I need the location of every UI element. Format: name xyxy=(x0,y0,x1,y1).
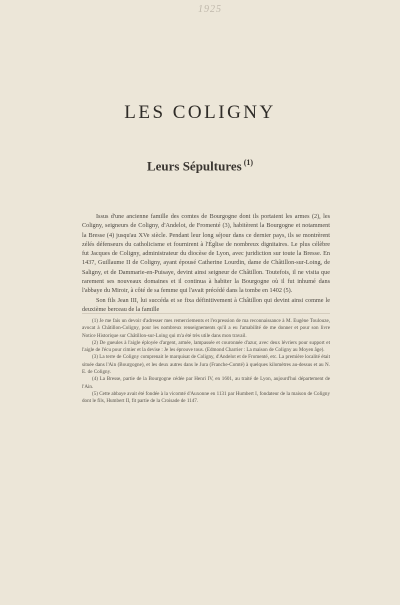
subtitle-text: Leurs Sépultures xyxy=(146,158,242,174)
footnote: (3) La terre de Coligny comprenait le marquisat de Coligny, d'Andelot et de Fromenté, etc. La première localité était située dans l'Ain (Bourgogne), et les deux autres dans le Jura (Franche-Comté) à quelques kilomètres au-dessus et au N. E. de Coligny. xyxy=(82,354,330,376)
page-title: LES COLIGNY xyxy=(124,102,276,123)
footnote: (1) Je me fais un devoir d'adresser mes remerciements et l'expression de ma reconnaissance à M. Eugène Toulouze, avocat à Châtillon-Coligny, pour les nombreux renseignements qu'il a eu l'amabilité de me donner et pour son livre Notice Historique sur Châtillon-sur-Loing qui m'a été très utile dans mon travail. xyxy=(82,318,330,339)
handwritten-year-note: 1925 xyxy=(198,4,222,15)
main-text xyxy=(82,212,330,314)
footnote-divider xyxy=(82,313,330,314)
body-paragraph: Issus d'une ancienne famille des comtes de Bourgogne dont ils portaient les armes (2), les Coligny, seigneurs de Coligny, d'Andelot, de Fromenté (3), habitèrent la Bourgogne et notamment la Bresse (4) jusqu'au XVe siècle. Pendant leur long séjour dans ce dernier pays, ils se montrèrent zélés défenseurs du catholicisme et fournirent à l'Église de nombreux dignitaires. Le plus célèbre fut Jacques de Coligny, administrateur du diocèse de Lyon, avec juridiction sur toute la Bresse. En 1437, Guillaume II de Coligny, ayant épousé Catherine Lourdin, dame de Châtillon-sur-Loing, de Saligny, et de Dammarie-en-Puisaye, devint ainsi seigneur de Châtillon. Toutefois, il ne visita que rarement ses nouveaux domaines et il continua à habiter la Bourgogne où il fut inhumé dans l'abbaye du Miroir, à côté de sa femme qui l'avait précédé dans la tombe en 1402 (5). xyxy=(82,213,330,295)
page-subtitle xyxy=(0,158,400,174)
footnote: (5) Cette abbaye avait été fondée à la vicomté d'Auxonne en 1131 par Humbert I, fondateur de la maison de Coligny dont le fils, Humbert II, fit partie de la Croisade de 1147. xyxy=(82,390,330,405)
body-paragraph: Son fils Jean III, lui succéda et se fixa définitivement à Châtillon qui devint ainsi comme le deuxième berceau de la famille xyxy=(82,296,330,313)
footnote: (4) La Bresse, partie de la Bourgogne cédée par Henri IV, en 1601, au traité de Lyon, aujourd'hui département de l'Ain. xyxy=(82,376,330,390)
footnote: (2) De gueules à l'aigle éployée d'argent, armée, lampassée et couronnée d'azur, avec deux lévriers pour support et l'aigle de l'écu pour cimier et la devise : Je les éprouve tous. (Edmond Charrier : La maison de Coligny au Moyen âge). xyxy=(82,339,330,354)
footnotes-block xyxy=(82,318,330,406)
subtitle-footnote-marker: (1) xyxy=(243,158,254,167)
